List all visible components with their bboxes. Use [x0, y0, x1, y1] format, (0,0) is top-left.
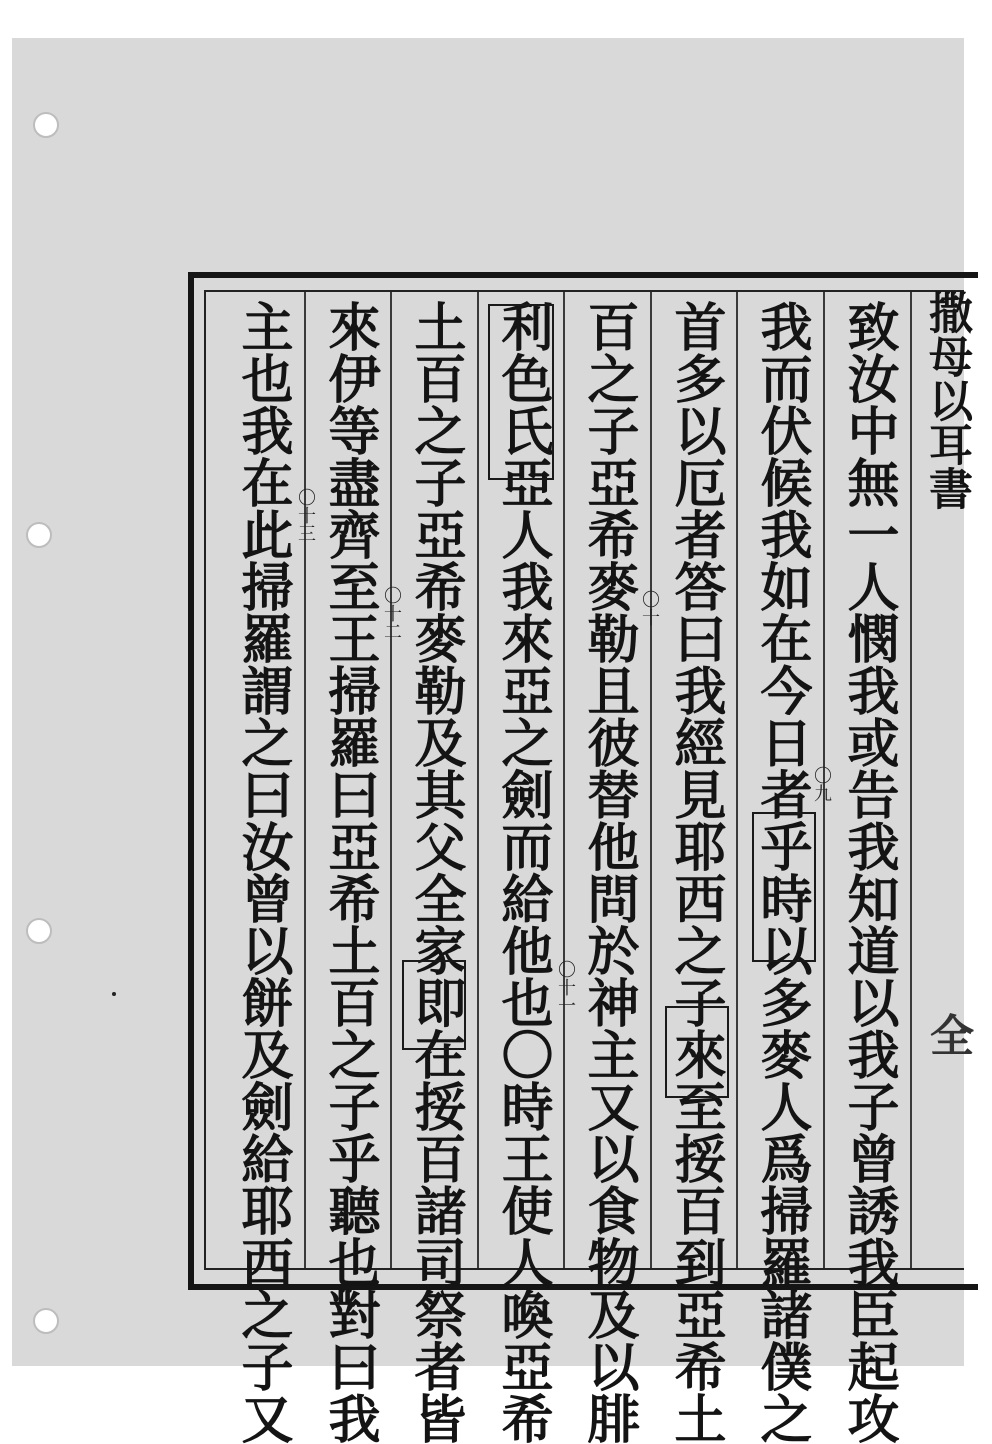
binder-hole-2	[26, 522, 52, 548]
column-rule	[390, 292, 392, 1268]
column-text: 來伊等盡齊至王掃羅曰亞希土百之子乎聽也對曰我	[319, 300, 380, 1444]
verse-number: 〇十一	[555, 960, 576, 1014]
name-box	[402, 960, 466, 1050]
verse-number: 〇九	[811, 766, 832, 802]
column-rule	[910, 292, 912, 1268]
column-text: 主也我在此掃羅謂之曰汝曾以餅及劍給耶西之子又	[232, 300, 293, 1444]
name-box	[665, 1006, 729, 1098]
side-title-text: 撒母以耳書	[921, 290, 972, 510]
column-rule	[736, 292, 738, 1268]
side-title	[921, 290, 972, 510]
text-column-1	[840, 300, 900, 1444]
column-text: 土百之子亞希麥勒及其父全家即在挼百諸司祭者皆	[405, 300, 466, 1444]
verse-number: 〇十	[639, 590, 660, 626]
text-column-8	[234, 300, 294, 1444]
name-box	[752, 812, 816, 962]
column-text: 百之子亞希麥勒且彼替他問於神主又以食物及以腓	[578, 300, 639, 1444]
column-rule	[304, 292, 306, 1268]
text-column-7	[321, 300, 381, 1444]
binder-hole-4	[33, 1308, 59, 1334]
column-text: 致汝中無一人憫我或告我知道以我子曾誘我臣起攻	[838, 300, 899, 1444]
column-rule	[477, 292, 479, 1268]
verse-number: 〇十二	[381, 586, 402, 640]
text-column-4	[580, 300, 640, 1444]
column-rule	[563, 292, 565, 1268]
column-text: 首多以厄者答曰我經見耶西之子來至挼百到亞希土	[665, 300, 726, 1444]
column-text: 利色氏亞人我來亞之劍而給他也〇時王使人喚亞希	[492, 300, 553, 1444]
binder-hole-3	[26, 918, 52, 944]
binder-hole-1	[33, 112, 59, 138]
dust-speck	[112, 992, 116, 996]
verse-number: 〇十三	[295, 488, 316, 542]
text-column-3	[667, 300, 727, 1444]
name-box	[488, 304, 554, 480]
side-mark: 全	[930, 1011, 974, 1062]
column-text: 我而伏候我如在今日者乎時以多麥人爲掃羅諸僕之	[751, 300, 812, 1444]
column-rule	[650, 292, 652, 1268]
text-column-6	[407, 300, 467, 1444]
